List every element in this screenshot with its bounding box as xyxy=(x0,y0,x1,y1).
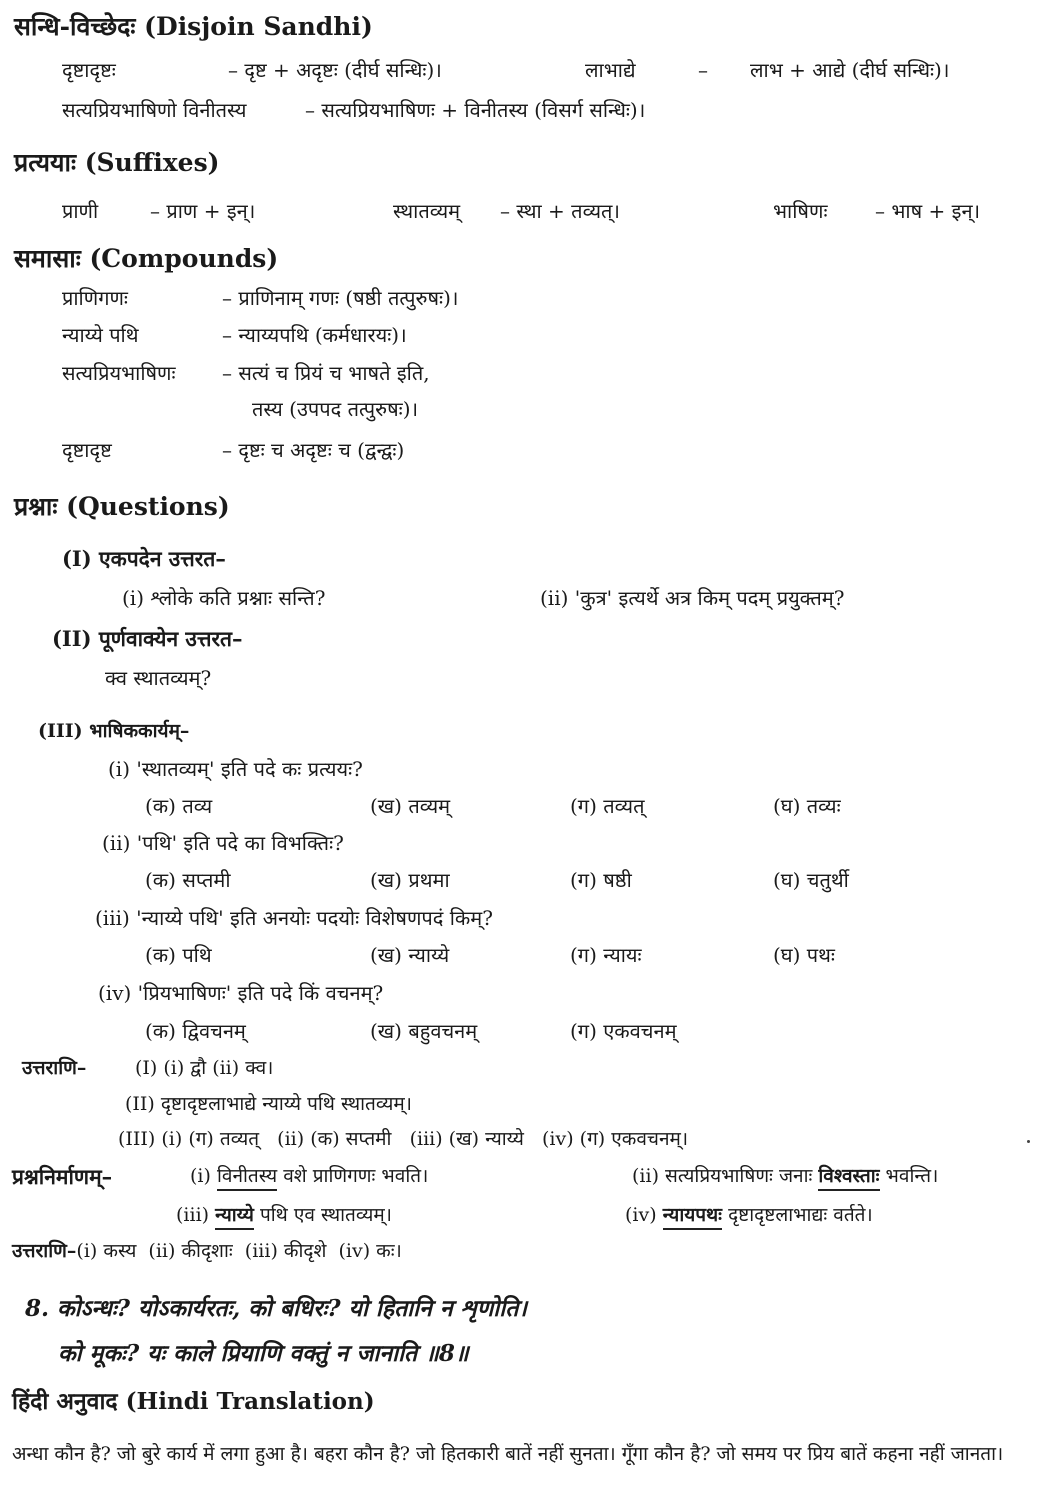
compound-split: – सत्यं च प्रियं च भाषते इति, xyxy=(222,361,430,385)
compound-word: दृष्टादृष्ट xyxy=(62,438,112,462)
mcq-option: (ख) बहुवचनम् xyxy=(370,1019,478,1043)
text: वशे प्राणिगणः भवति। xyxy=(277,1165,429,1187)
suffix-word: स्थातव्यम् xyxy=(393,199,461,223)
answers-label: उत्तराणि– xyxy=(12,1240,77,1262)
mcq-option: (घ) तव्यः xyxy=(773,794,841,818)
question-making-ii xyxy=(632,1167,938,1186)
dash: – xyxy=(698,58,708,82)
mcq-option: (ख) प्रथमा xyxy=(370,868,450,892)
compound-word: न्याय्ये पथि xyxy=(62,323,139,347)
mcq-question: (ii) 'पथि' इति पदे का विभक्तिः? xyxy=(102,831,344,855)
question-making-iii xyxy=(176,1206,392,1225)
mcq-option: (क) द्विवचनम् xyxy=(145,1019,246,1043)
suffix-word: प्राणी xyxy=(62,199,99,223)
mcq-option: (क) पथि xyxy=(145,943,212,967)
underlined-word: न्याय्ये xyxy=(215,1204,254,1230)
answer-3: (III) (i) (ग) तव्यत् (ii) (क) सप्तमी (iii) (ख) न्याय्ये (iv) (ग) एकवचनम्। xyxy=(118,1128,689,1150)
mcq-question: (iv) 'प्रियभाषिणः' इति पदे किं वचनम्? xyxy=(98,981,384,1005)
compounds-heading: समासाः (Compounds) xyxy=(14,244,279,273)
sandhi-split: – सत्यप्रियभाषिणः + विनीतस्य (विसर्ग सन्धिः)। xyxy=(305,98,646,122)
suffix-split: – भाष + इन्। xyxy=(875,199,981,223)
text: पथि एव स्थातव्यम्। xyxy=(253,1204,392,1226)
question-3-title: (III) भाषिककार्यम्– xyxy=(38,720,190,742)
mcq-option: (घ) चतुर्थी xyxy=(773,868,849,892)
mcq-option: (ग) न्यायः xyxy=(570,943,642,967)
question-2-i: क्व स्थातव्यम्? xyxy=(105,666,212,690)
answer-1: (I) (i) द्वौ (ii) क्व। xyxy=(135,1057,274,1079)
mcq-option: (ग) तव्यत् xyxy=(570,794,645,818)
sandhi-word: दृष्टादृष्टः xyxy=(62,58,116,82)
text: (iii) xyxy=(176,1204,216,1226)
answers-label: उत्तराणि– xyxy=(22,1057,87,1079)
underlined-word: विश्वस्ताः xyxy=(818,1165,879,1191)
question-2-title: (II) पूर्णवाक्येन उत्तरत– xyxy=(52,626,243,651)
question-1-ii: (ii) 'कुत्र' इत्यर्थे अत्र किम् पदम् प्रयुक्तम्? xyxy=(540,586,845,610)
question-making-label: प्रश्ननिर्माणम्– xyxy=(12,1164,113,1189)
question-making-answers xyxy=(12,1242,402,1261)
verse-line-2: को मूकः? यः काले प्रियाणि वक्तुं न जानाति ॥8॥ xyxy=(58,1340,469,1367)
mcq-option: (क) सप्तमी xyxy=(145,868,231,892)
questions-heading: प्रश्नाः (Questions) xyxy=(14,492,230,521)
translation-heading: हिंदी अनुवाद (Hindi Translation) xyxy=(12,1388,375,1415)
question-making-i xyxy=(190,1167,428,1186)
compound-split: – प्राणिनाम् गणः (षष्ठी तत्पुरुषः)। xyxy=(222,286,459,310)
mcq-option: (ग) एकवचनम् xyxy=(570,1019,677,1043)
sandhi-split: – दृष्ट + अदृष्टः (दीर्घ सन्धिः)। xyxy=(228,58,442,82)
compound-split: – दृष्टः च अदृष्टः च (द्वन्द्वः) xyxy=(222,438,405,462)
answers-text: (i) कस्य (ii) कीदृशाः (iii) कीदृशे (iv) कः। xyxy=(76,1240,402,1262)
suffix-word: भाषिणः xyxy=(773,199,828,223)
mcq-question: (iii) 'न्याय्ये पथि' इति अनयोः पदयोः विशेषणपदं किम्? xyxy=(95,906,493,930)
verse-line-1: 8. कोऽन्धः? योऽकार्यरतः, को बधिरः? यो हितानि न शृणोति। xyxy=(25,1295,528,1322)
mcq-option: (क) तव्य xyxy=(145,794,213,818)
compound-word: प्राणिगणः xyxy=(62,286,128,310)
answer-2: (II) दृष्टादृष्टलाभाद्ये न्याय्ये पथि स्थातव्यम्। xyxy=(125,1093,412,1115)
compound-split: – न्याय्यपथि (कर्मधारयः)। xyxy=(222,323,407,347)
mcq-option: (घ) पथः xyxy=(773,943,835,967)
sandhi-heading: सन्धि-विच्छेदः (Disjoin Sandhi) xyxy=(14,12,373,41)
suffix-split: – प्राण + इन्। xyxy=(150,199,256,223)
question-1-i: (i) श्लोके कति प्रश्नाः सन्ति? xyxy=(122,586,326,610)
text: दृष्टादृष्टलाभाद्यः वर्तते। xyxy=(722,1204,873,1226)
question-making-iv xyxy=(625,1206,873,1225)
stray-dot xyxy=(1027,1140,1030,1143)
sandhi-word: सत्यप्रियभाषिणो विनीतस्य xyxy=(62,98,247,122)
mcq-option: (ख) तव्यम् xyxy=(370,794,451,818)
compound-split-cont: तस्य (उपपद तत्पुरुषः)। xyxy=(252,397,419,421)
mcq-question: (i) 'स्थातव्यम्' इति पदे कः प्रत्ययः? xyxy=(108,757,363,781)
underlined-word: विनीतस्य xyxy=(217,1165,277,1191)
compound-word: सत्यप्रियभाषिणः xyxy=(62,361,176,385)
suffix-split: – स्था + तव्यत्। xyxy=(500,199,620,223)
mcq-option: (ख) न्याय्ये xyxy=(370,943,450,967)
translation-text: अन्धा कौन है? जो बुरे कार्य में लगा हुआ है। बहरा कौन है? जो हितकारी बातें नहीं सुनता। गूँगा कौन है? जो समय पर प्रिय बातें कहना नहीं जानता। xyxy=(12,1443,1004,1465)
sandhi-split: लाभ + आद्ये (दीर्घ सन्धिः)। xyxy=(750,58,950,82)
suffixes-heading: प्रत्ययाः (Suffixes) xyxy=(14,148,220,177)
text: भवन्ति। xyxy=(879,1165,939,1187)
text: (i) xyxy=(190,1165,217,1187)
text: (iv) xyxy=(625,1204,663,1226)
sandhi-word: लाभाद्ये xyxy=(585,58,636,82)
underlined-word: न्यायपथः xyxy=(663,1204,722,1230)
text: (ii) सत्यप्रियभाषिणः जनाः xyxy=(632,1165,819,1187)
mcq-option: (ग) षष्ठी xyxy=(570,868,632,892)
question-1-title: (I) एकपदेन उत्तरत– xyxy=(62,546,226,571)
